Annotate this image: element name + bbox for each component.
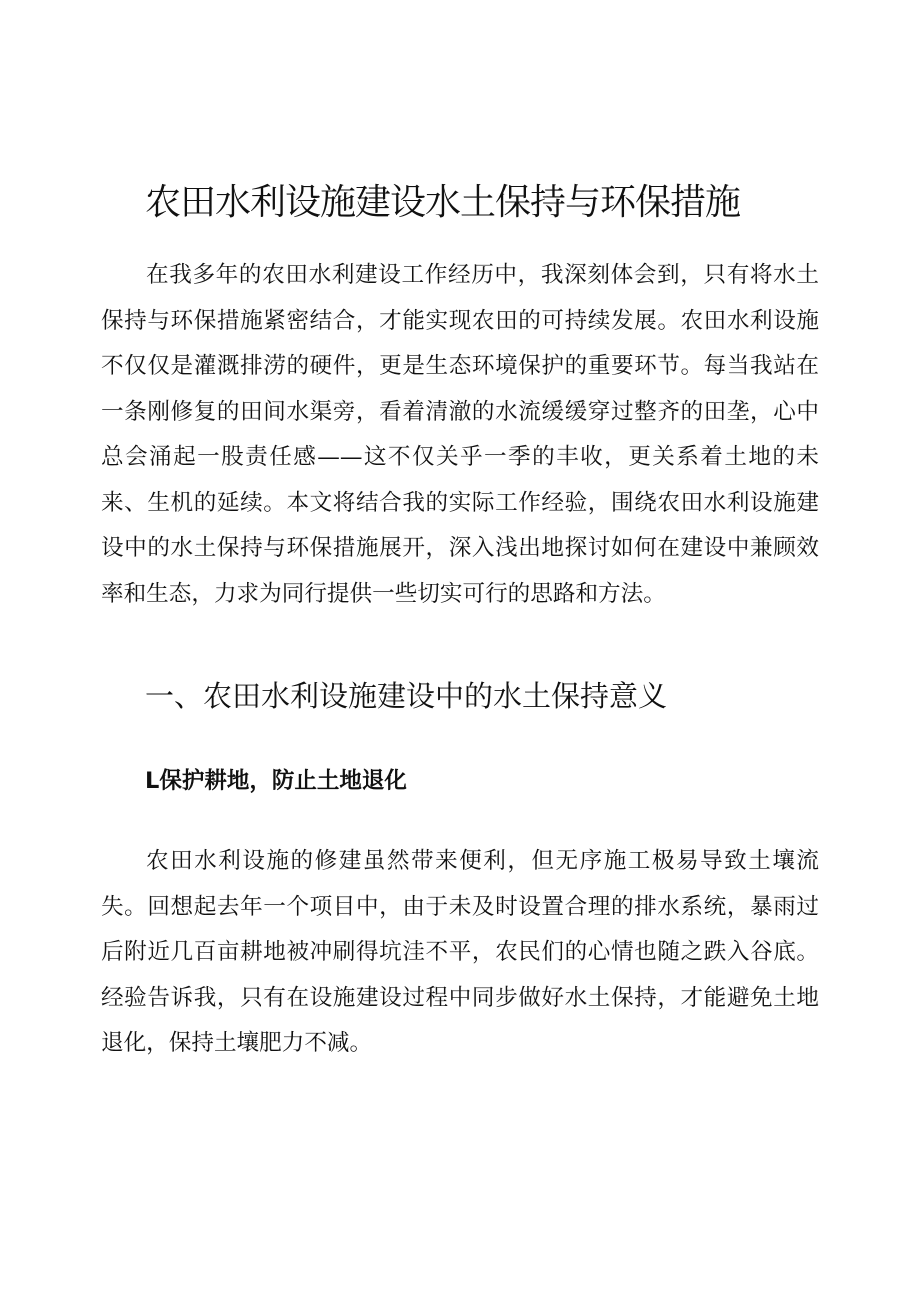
subsection-heading: L保护耕地，防止土地退化	[145, 768, 407, 794]
document-title: 农田水利设施建设水土保持与环保措施	[145, 182, 741, 223]
section-heading: 一、农田水利设施建设中的水土保持意义	[145, 679, 668, 713]
intro-paragraph: 在我多年的农田水利建设工作经历中，我深刻体会到，只有将水土保持与环保措施紧密结合，才能实现农田的可持续发展。农田水利设施不仅仅是灌溉排涝的硬件，更是生态环境保护的重要环节。每当我站在一条刚修复的田间水渠旁，看着清澈的水流缓缓穿过整齐的田垄，心中总会涌起一股责任感——这不仅关乎一季的丰收，更关系着土地的未来、生机的延续。本文将结合我的实际工作经验，围绕农田水利设施建设中的水土保持与环保措施展开，深入浅出地探讨如何在建设中兼顾效率和生态，力求为同行提供一些切实可行的思路和方法。	[101, 262, 819, 607]
body-paragraph: 农田水利设施的修建虽然带来便利，但无序施工极易导致土壤流失。回想起去年一个项目中，由于未及时设置合理的排水系统，暴雨过后附近几百亩耕地被冲刷得坑洼不平，农民们的心情也随之跌入谷底。经验告诉我，只有在设施建设过程中同步做好水土保持，才能避免土地退化，保持土壤肥力不减。	[101, 848, 819, 1056]
